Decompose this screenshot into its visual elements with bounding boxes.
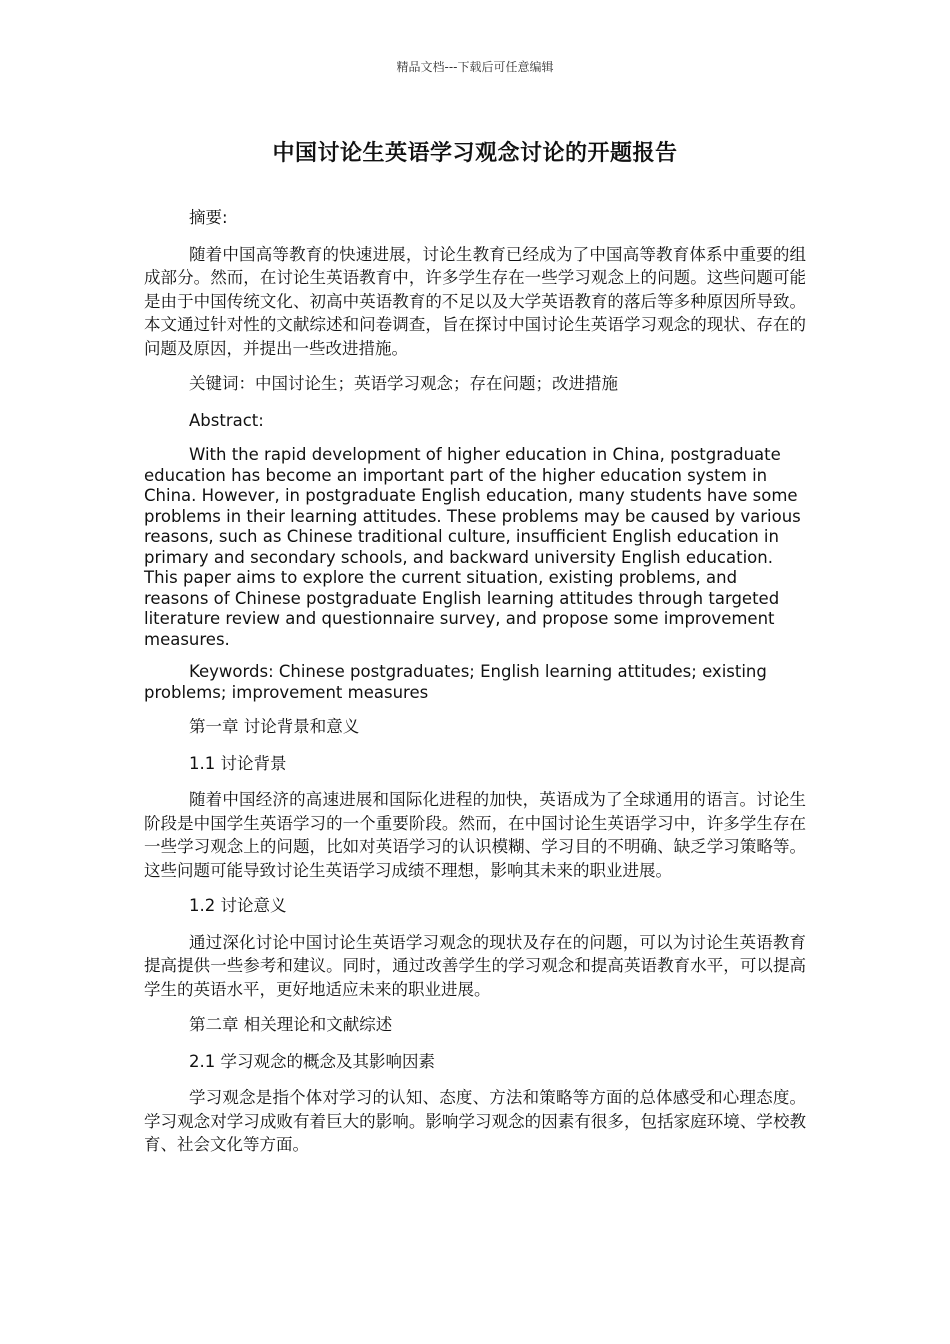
section-1-2-paragraph: 通过深化讨论中国讨论生英语学习观念的现状及存在的问题，可以为讨论生英语教育提高提供一些参考和建议。同时，通过改善学生的学习观念和提高英语教育水平，可以提高学生的英语水平，更好地适应未来的职业进展。	[144, 932, 806, 999]
section-1-1-title: 1.1 讨论背景	[189, 753, 287, 773]
keywords-en: Keywords: Chinese postgraduates; English learning attitudes; existing problems; improvement measures	[144, 662, 767, 702]
abstract-en-label: Abstract:	[189, 410, 264, 430]
document-title: 中国讨论生英语学习观念讨论的开题报告	[272, 141, 678, 166]
keywords-cn: 关键词：中国讨论生；英语学习观念；存在问题；改进措施	[189, 374, 618, 393]
abstract-cn-label: 摘要:	[189, 208, 228, 227]
section-1-2-title: 1.2 讨论意义	[189, 896, 287, 915]
section-1-1-paragraph: 随着中国经济的高速进展和国际化进程的加快，英语成为了全球通用的语言。讨论生阶段是中国学生英语学习的一个重要阶段。然而，在中国讨论生英语学习中，许多学生存在一些学习观念上的问题，比如对英语学习的认识模糊、学习目的不明确、缺乏学习策略等。这些问题可能导致讨论生英语学习成绩不理想，影响其未来的职业进展。	[144, 790, 806, 880]
section-2-1-paragraph: 学习观念是指个体对学习的认知、态度、方法和策略等方面的总体感受和心理态度。学习观念对学习成败有着巨大的影响。影响学习观念的因素有很多，包括家庭环境、学校教育、社会文化等方面。	[144, 1088, 806, 1154]
abstract-cn-paragraph: 随着中国高等教育的快速进展，讨论生教育已经成为了中国高等教育体系中重要的组成部分。然而，在讨论生英语教育中，许多学生存在一些学习观念上的问题。这些问题可能是由于中国传统文化、初高中英语教育的不足以及大学英语教育的落后等多种原因所导致。本文通过针对性的文献综述和问卷调查，旨在探讨中国讨论生英语学习观念的现状、存在的问题及原因，并提出一些改进措施。	[144, 244, 806, 358]
section-2-1-title: 2.1 学习观念的概念及其影响因素	[189, 1051, 435, 1071]
document-body	[144, 206, 806, 1169]
chapter-1-title: 第一章 讨论背景和意义	[189, 717, 360, 736]
chapter-2-title: 第二章 相关理论和文献综述	[189, 1015, 393, 1034]
abstract-en-paragraph: With the rapid development of higher education in China, postgraduate education has become an important part of the higher education system in China. However, in postgraduate English education, many students have some problems in their learning attitudes. These problems may be caused by various reasons, such as Chinese traditional culture, insufficient English education in primary and secondary schools, and backward university English education. This paper aims to explore the current situation, existing problems, and reasons of Chinese postgraduate English learning attitudes through targeted literature review and questionnaire survey, and propose some improvement measures.	[144, 445, 801, 649]
header-note: 精品文档---下载后可任意编辑	[396, 60, 554, 74]
